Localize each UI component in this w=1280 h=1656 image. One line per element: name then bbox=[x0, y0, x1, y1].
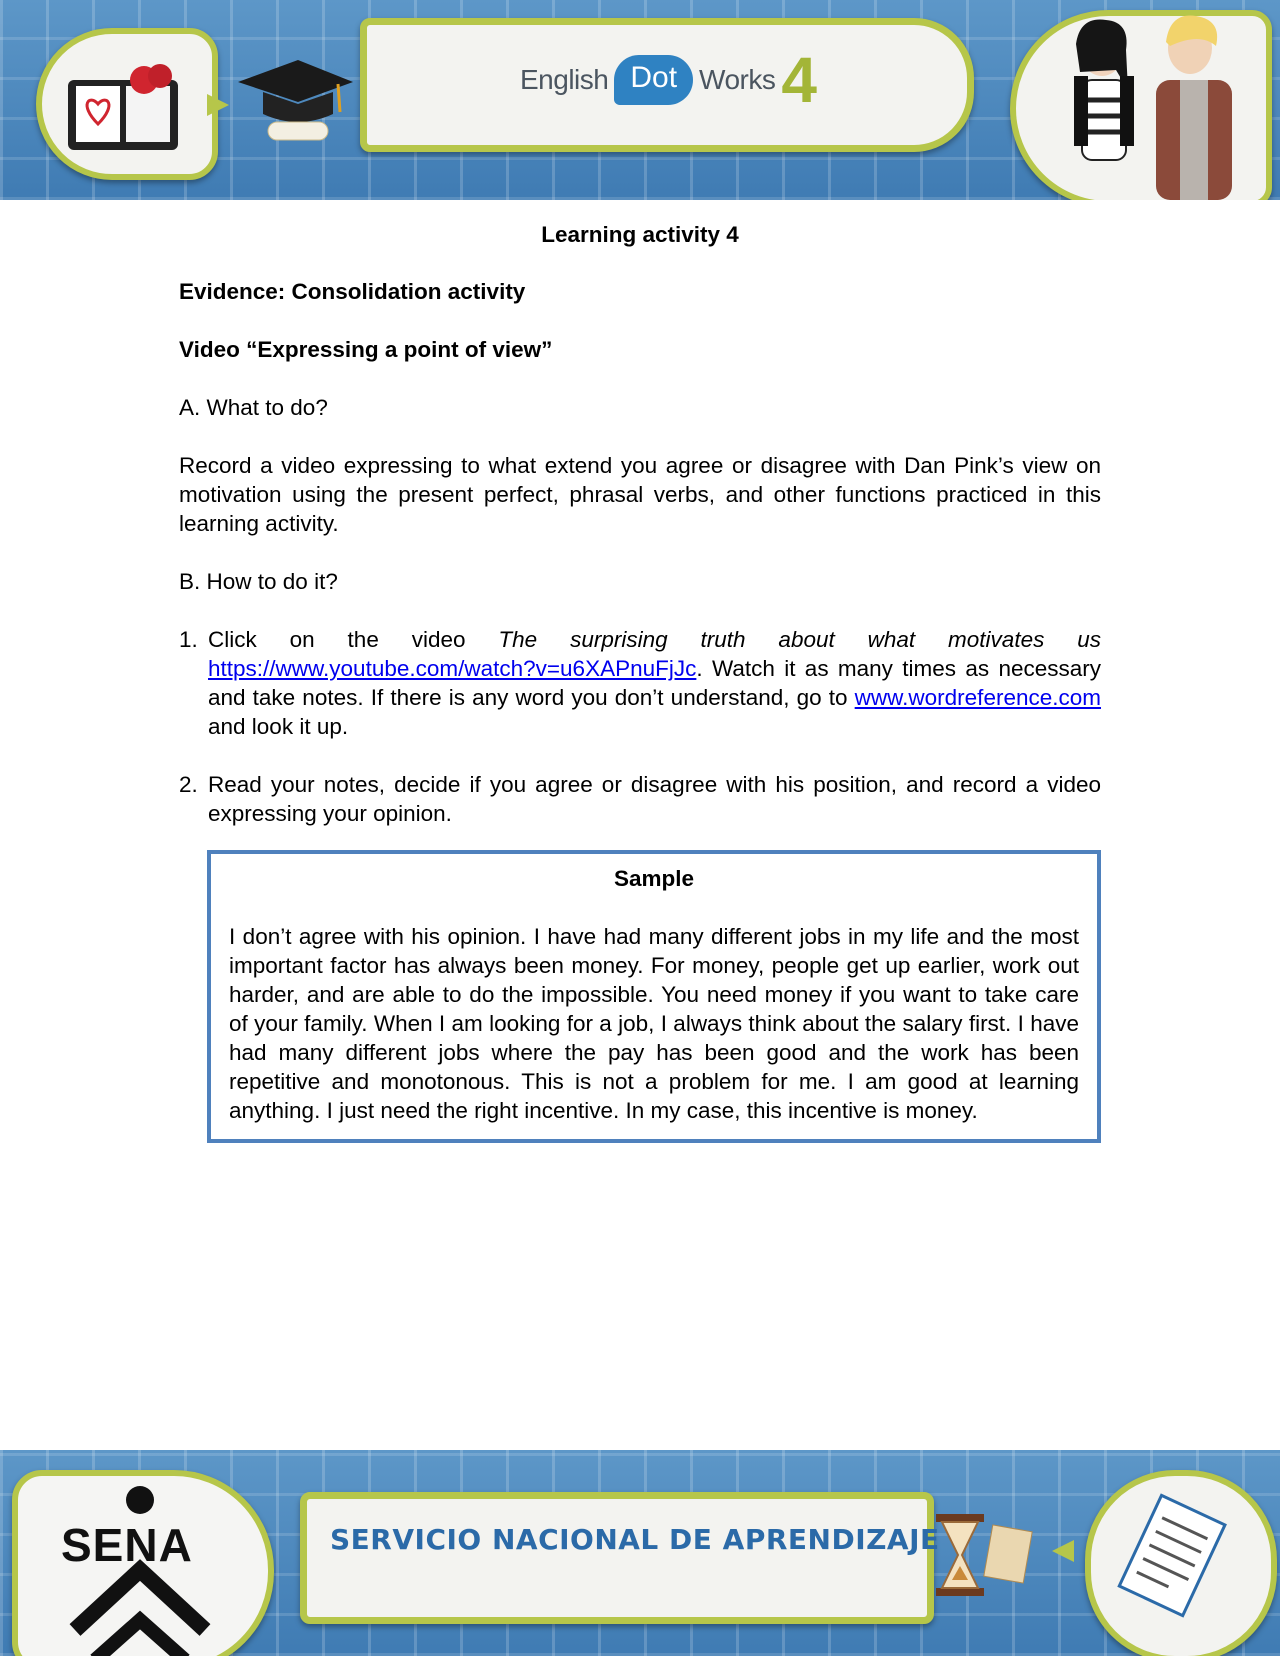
step-1-text bbox=[208, 625, 1101, 741]
footer-banner bbox=[0, 1450, 1280, 1656]
footer-title-pill bbox=[300, 1492, 934, 1624]
video-title: The surprising truth about what motivates us bbox=[498, 627, 1101, 652]
step-1-part-1: Click on the video bbox=[208, 627, 499, 652]
youtube-link[interactable]: https://www.youtube.com/watch?v=u6XAPnuFjJc bbox=[208, 656, 697, 681]
sample-box bbox=[207, 850, 1101, 1143]
logo-dot-bubble: Dot bbox=[614, 55, 693, 105]
page-title: Learning activity 4 bbox=[541, 222, 739, 247]
step-1-part-3: and look it up. bbox=[208, 714, 349, 739]
section-a-heading: A. What to do? bbox=[179, 395, 328, 420]
list-number: 1. bbox=[179, 627, 198, 652]
sena-logo-text: SENA bbox=[61, 1519, 193, 1571]
logo-number: 4 bbox=[781, 44, 817, 116]
document-body bbox=[179, 220, 1101, 1143]
list-item bbox=[179, 770, 1101, 828]
footer-title: SERVICIO NACIONAL DE APRENDIZAJE bbox=[330, 1523, 940, 1556]
evidence-heading: Evidence: Consolidation activity bbox=[179, 279, 526, 304]
logo-word-english: English bbox=[520, 64, 609, 95]
diary-heart-icon bbox=[60, 60, 190, 160]
logo-word-works: Works bbox=[699, 64, 776, 95]
scroll-icon bbox=[980, 1520, 1040, 1590]
step-1-part-2: . Watch it as many times as necessary and take notes. If there is any word you don’t understand, go to bbox=[208, 656, 1101, 710]
english-dot-works-logo bbox=[520, 44, 817, 116]
graduation-cap-icon bbox=[228, 52, 358, 152]
sena-logo bbox=[55, 1480, 225, 1656]
document-paper-icon bbox=[1100, 1490, 1240, 1630]
section-b-heading: B. How to do it? bbox=[179, 569, 338, 594]
video-heading: Video “Expressing a point of view” bbox=[179, 337, 553, 362]
list-item bbox=[179, 625, 1101, 741]
header-banner bbox=[0, 0, 1280, 200]
list-number: 2. bbox=[179, 772, 198, 797]
wordreference-link[interactable]: www.wordreference.com bbox=[854, 685, 1101, 710]
section-a-text: Record a video expressing to what extend you agree or disagree with Dan Pink’s view on motivation using the present perfect, phrasal verbs, and other functions practiced in this learning activity. bbox=[179, 453, 1101, 536]
characters-illustration bbox=[1040, 10, 1260, 200]
step-2-text: Read your notes, decide if you agree or disagree with his position, and record a video expressing your opinion. bbox=[208, 772, 1101, 826]
sample-title: Sample bbox=[613, 866, 695, 891]
sample-text: I don’t agree with his opinion. I have had many different jobs in my life and the most important factor has always been money. For money, people get up earlier, work out harder, and are able to do the impossible. You need money if you want to take care of your family. When I am looking for a job, I always think about the salary first. I have had many different jobs where the pay has been good and the work has been repetitive and monotonous. This is not a problem for me. I am good at learning anything. I just need the right incentive. In my case, this incentive is money. bbox=[229, 924, 1079, 1123]
arrow-left-icon bbox=[1050, 1538, 1076, 1564]
